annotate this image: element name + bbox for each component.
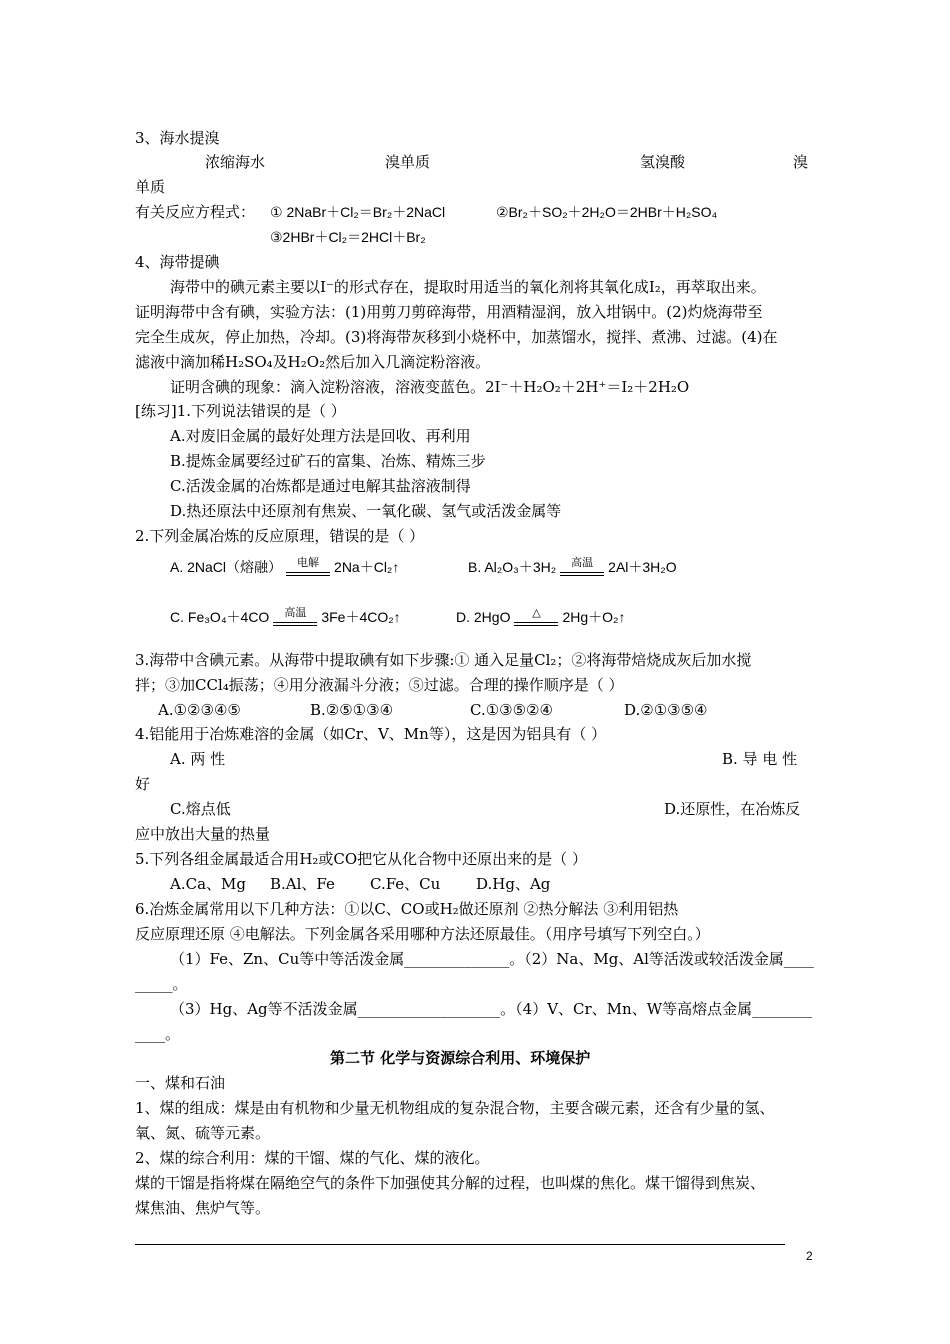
sec2-line-6: 煤焦油、焦炉气等。 xyxy=(135,1199,271,1217)
q6-line-4: _____。 xyxy=(135,975,188,993)
q5-option-d: D.Hg、Ag xyxy=(476,875,551,893)
sec4-para-1: 海带中的碘元素主要以I⁻的形式存在，提取时用适当的氧化剂将其氧化成I₂，再萃取出来。 xyxy=(170,278,766,296)
q5-option-a: A.Ca、Mg xyxy=(170,875,246,893)
q1-stem: [练习]1.下列说法错误的是（ ） xyxy=(135,402,346,420)
section-heading: 第二节 化学与资源综合利用、环境保护 xyxy=(330,1049,591,1067)
sec4-para-3: 完全生成灰，停止加热，冷却。(3)将海带灰移到小烧杯中，加蒸馏水，搅拌、煮沸、过滤。(4)在 xyxy=(135,328,778,346)
q4-option-a: A. 两 性 xyxy=(170,750,226,768)
footer-divider xyxy=(135,1244,785,1245)
q2-stem: 2.下列金属冶炼的反应原理，错误的是（ ） xyxy=(135,527,425,545)
q6-line-5: （3）Hg、Ag等不活泼金属___________________。（4）V、Cr、Mn、W等高熔点金属________ xyxy=(170,1000,813,1018)
q4-option-d-tail: 应中放出大量的热量 xyxy=(135,825,271,843)
q1-option-b: B.提炼金属要经过矿石的富集、冶炼、精炼三步 xyxy=(170,452,486,470)
q2-option-b: B. Al₂O₃＋3H₂ 高温 2Al＋3H₂O xyxy=(468,557,677,575)
sec2-line-4: 2、煤的综合利用：煤的干馏、煤的气化、煤的液化。 xyxy=(135,1149,490,1167)
q1-option-a: A.对废旧金属的最好处理方法是回收、再利用 xyxy=(170,427,471,445)
q3-line-1: 3.海带中含碘元素。从海带中提取碘有如下步骤:① 通入足量Cl₂；②将海带焙烧成灰后加水搅 xyxy=(135,651,752,669)
q3-line-2: 拌；③加CCl₄振荡；④用分液漏斗分液；⑤过滤。合理的操作顺序是（ ） xyxy=(135,676,624,694)
flow-step-2: 溴单质 xyxy=(385,153,431,171)
q4-option-b-tail: 好 xyxy=(135,775,151,793)
q6-line-2: 反应原理还原 ④电解法。下列金属各采用哪种方法还原最佳。（用序号填写下列空白。） xyxy=(135,925,710,943)
q6-line-3: （1）Fe、Zn、Cu等中等活泼金属______________。（2）Na、Mg、Al等活泼或较活泼金属____ xyxy=(170,950,814,968)
equation-3: ③2HBr＋Cl₂＝2HCl＋Br₂ xyxy=(270,229,426,245)
equation-1: ① 2NaBr＋Cl₂＝Br₂＋2NaCl xyxy=(270,204,446,220)
flow-step-4: 溴 xyxy=(793,153,809,171)
sec4-para-5: 证明含碘的现象：滴入淀粉溶液，溶液变蓝色。2I⁻＋H₂O₂＋2H⁺＝I₂＋2H₂O xyxy=(170,378,690,396)
page-number: 2 xyxy=(806,1249,813,1263)
q1-option-d: D.热还原法中还原剂有焦炭、一氧化碳、氢气或活泼金属等 xyxy=(170,502,562,520)
q4-option-c: C.熔点低 xyxy=(170,800,231,818)
q5-option-c: C.Fe、Cu xyxy=(370,875,441,893)
sec4-para-2: 证明海带中含有碘，实验方法：(1)用剪刀剪碎海带，用酒精湿润，放入坩锅中。(2)灼烧海带至 xyxy=(135,303,763,321)
q1-option-c: C.活泼金属的冶炼都是通过电解其盐溶液制得 xyxy=(170,477,471,495)
q5-option-b: B.Al、Fe xyxy=(270,875,335,893)
flow-tail: 单质 xyxy=(135,178,166,196)
reaction-condition-heat: △ xyxy=(512,607,560,627)
sec4-title: 4、海带提碘 xyxy=(135,253,220,271)
q3-option-c: C.①③⑤②④ xyxy=(470,701,553,719)
sec2-line-3: 氧、氮、硫等元素。 xyxy=(135,1124,271,1142)
q4-stem: 4.铝能用于冶炼难溶的金属（如Cr、V、Mn等），这是因为铝具有（ ） xyxy=(135,725,607,743)
q2-option-d: D. 2HgO △ 2Hg＋O₂↑ xyxy=(456,607,626,625)
q3-option-d: D.②①③⑤④ xyxy=(624,701,708,719)
q3-option-a: A.①②③④⑤ xyxy=(158,701,241,719)
q3-option-b: B.②⑤①③④ xyxy=(310,701,394,719)
flow-step-1: 浓缩海水 xyxy=(205,153,266,171)
reaction-condition-high-temp: 高温 xyxy=(271,607,319,627)
sec2-line-1: 一、煤和石油 xyxy=(135,1074,226,1092)
q6-line-6: ____。 xyxy=(135,1025,181,1043)
q5-stem: 5.下列各组金属最适合用H₂或CO把它从化合物中还原出来的是（ ） xyxy=(135,850,587,868)
reaction-condition-electrolysis: 电解 xyxy=(284,557,332,577)
flow-step-3: 氢溴酸 xyxy=(640,153,686,171)
eq-label: 有关反应方程式： xyxy=(135,203,256,221)
sec2-line-5: 煤的干馏是指将煤在隔绝空气的条件下加强使其分解的过程，也叫煤的焦化。煤干馏得到焦炭、 xyxy=(135,1174,766,1192)
reaction-condition-high-temp: 高温 xyxy=(558,557,606,577)
sec3-title: 3、海水提溴 xyxy=(135,129,220,147)
q6-line-1: 6.冶炼金属常用以下几种方法：①以C、CO或H₂做还原剂 ②热分解法 ③利用铝热 xyxy=(135,900,679,918)
equation-2: ②Br₂＋SO₂＋2H₂O＝2HBr＋H₂SO₄ xyxy=(496,204,718,220)
q4-option-b: B. 导 电 性 xyxy=(722,750,798,768)
sec4-para-4: 滤液中滴加稀H₂SO₄及H₂O₂然后加入几滴淀粉溶液。 xyxy=(135,353,491,371)
q4-option-d: D.还原性，在冶炼反 xyxy=(664,800,801,818)
sec2-line-2: 1、煤的组成：煤是由有机物和少量无机物组成的复杂混合物，主要含碳元素，还含有少量的氢、 xyxy=(135,1099,775,1117)
q2-option-a: A. 2NaCl（熔融） 电解 2Na＋Cl₂↑ xyxy=(170,557,400,575)
q2-option-c: C. Fe₃O₄＋4CO 高温 3Fe＋4CO₂↑ xyxy=(170,607,401,625)
